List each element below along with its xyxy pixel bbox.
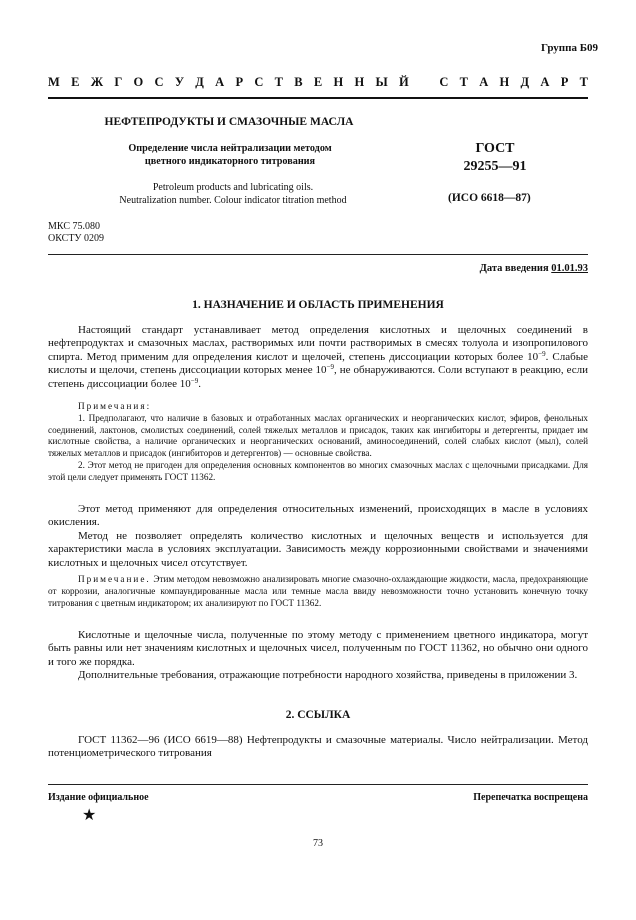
note-3: Примечание. Этим методом невозможно анализировать многие смазочно-охлаждающие жидкости, масла, предохраняющие от коррозии, аналогичные компаундированные масла или темные масла ввиду невозможности точно установить конечную точку титрования с цветным индикатором; их анализируют по ГОСТ 11362. (48, 574, 588, 608)
section-1-paragraph-1: Настоящий стандарт устанавливает метод определения кислотных и щелочных соединений в нефтепродуктах и смазочных маслах, растворимых или почти растворимых в смесях толуола и изопропилового спирта. Метод применим для определения кислот и щелочей, степень диссоциации которых более $10^{-9}$. Слабые кислоты и щелочи, степень диссоциации которых менее $10^{-9}$, не обнаруживаются. Соли вступают в реакцию, если степень диссоциации более $10^{-9}$. (48, 324, 589, 390)
banner-letter: М (48, 75, 60, 89)
subtitle-english: Petroleum products and lubricating oils. Neutralization number. Colour indicator titration method (119, 182, 347, 206)
section-1-paragraph-3: Кислотные и щелочные числа, полученные по этому методу с применением цветного индикатора, могут быть равны или нет значениям кислотных и щелочных чисел, полученным по ГОСТ 11362, но обычно они одного и того же порядка. Дополнительные требования, отражающие потребности народного хозяйства, приведены в приложении 3. (48, 629, 588, 682)
banner-letter: Й (399, 75, 409, 89)
section-2-paragraph-1: ГОСТ 11362—96 (ИСО 6619—88) Нефтепродукты и смазочные материалы. Число нейтрализации. Метод потенциометрического титрования (48, 734, 588, 760)
official-edition-label: Издание официальное (48, 792, 149, 803)
page-number: 73 (313, 838, 323, 849)
document-title: НЕФТЕПРОДУКТЫ И СМАЗОЧНЫЕ МАСЛА (104, 116, 354, 128)
banner-letter: Н (354, 75, 365, 89)
banner-letter: Е (71, 75, 80, 89)
banner-letter: А (540, 75, 550, 89)
banner-letter: С (439, 75, 449, 89)
section-1-paragraph-2: Этот метод применяют для определения относительных изменений, происходящих в масле в условиях окисления. Метод не позволяет определять количество кислотных и щелочных веществ и используется для характеристики масла в условиях эксплуатации. Зависимость между коррозионными свойствами и значениями кислотных и щелочных чисел отсутствует. (48, 503, 588, 569)
notes-heading: Примечания: (78, 401, 152, 411)
subtitle-russian: Определение числа нейтрализации методом цветного индикаторного титрования (128, 143, 332, 167)
banner-letter: Д (520, 75, 530, 89)
banner-letter: Е (313, 75, 323, 89)
banner-letter: Д (195, 75, 204, 89)
notes-block (48, 401, 588, 484)
iso-reference: (ИСО 6618—87) (448, 192, 531, 204)
banner-letter: Р (560, 75, 569, 89)
section-2-heading: 2. ССЫЛКА (285, 709, 351, 721)
banner-letter: У (174, 75, 185, 89)
header-rule (48, 254, 588, 255)
banner-letter: Н (333, 75, 344, 89)
banner-letter: Г (114, 75, 123, 89)
okstu-code: ОКСТУ 0209 (48, 233, 105, 244)
banner-letter: Н (499, 75, 510, 89)
top-rule (48, 97, 588, 99)
banner-letter: С (154, 75, 164, 89)
note-2: 2. Этот метод не пригоден для определения основных компонентов во многих смазочных маслах с щелочными присадками. Для этой цели следует применять ГОСТ 11362. (48, 459, 588, 482)
banner-letter: В (294, 75, 303, 89)
banner-letter: Ж (90, 75, 104, 89)
standard-type-banner (48, 75, 588, 90)
banner-letter: Р (235, 75, 244, 89)
banner-letter: Т (274, 75, 284, 89)
banner-letter: С (254, 75, 264, 89)
reprint-prohibited-label: Перепечатка воспрещена (473, 792, 588, 803)
banner-letter: Т (579, 75, 588, 89)
section-1-heading: 1. НАЗНАЧЕНИЕ И ОБЛАСТЬ ПРИМЕНЕНИЯ (192, 299, 444, 311)
note-1: 1. Предполагают, что наличие в базовых и отработанных маслах органических и неорганических кислот, эфиров, фенольных соединений, лактонов, смолистых соединений, солей тяжелых металлов и присадок, таких как ингибиторы и детергенты, придает им кислотные свойства, а наличие органических и неорганических оснований, аминосоединений, солей слабых кислот (мыл), солей тяжелых металлов и присадок (ингибиторов и детергентов) — основные свойства. (48, 412, 588, 459)
banner-letter: А (215, 75, 225, 89)
mks-code: МКС 75.080 (48, 221, 100, 232)
star-icon: ★ (82, 807, 97, 824)
banner-letter: Т (459, 75, 468, 89)
classification-codes (48, 221, 104, 245)
group-code: Группа Б09 (541, 42, 598, 54)
effective-date: Дата введения 01.01.93 (479, 263, 588, 274)
gost-number: ГОСТ 29255—91 (463, 141, 527, 174)
footer-rule (48, 784, 588, 785)
banner-letter: А (479, 75, 489, 89)
banner-letter: Ы (375, 75, 388, 89)
banner-letter: О (133, 75, 144, 89)
